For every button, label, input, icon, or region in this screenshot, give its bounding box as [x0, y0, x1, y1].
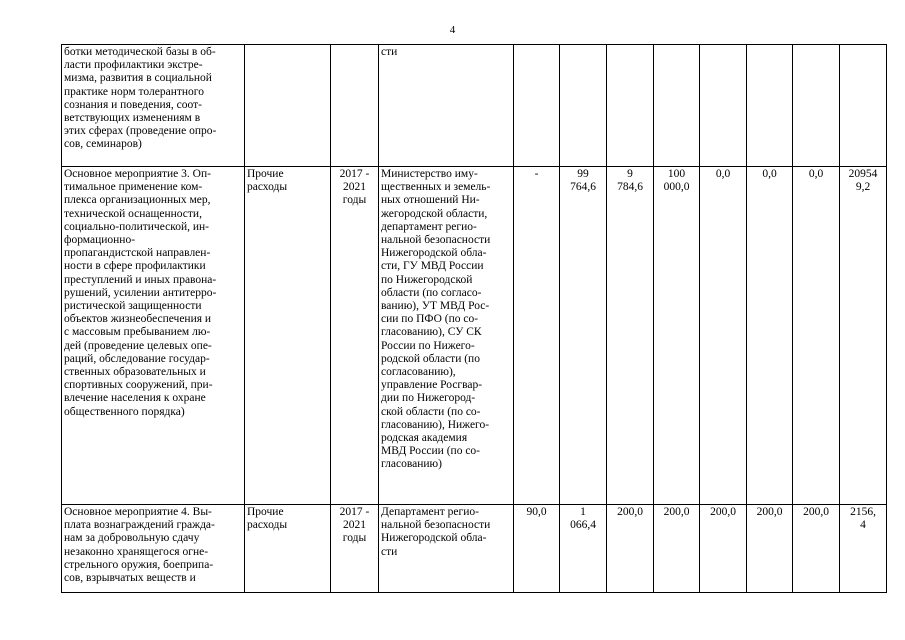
table-row	[62, 167, 887, 505]
value-text: 200,0	[756, 506, 783, 518]
value-cell	[840, 167, 887, 505]
executor-cell	[379, 45, 514, 167]
funding-source-text: Прочие расходы	[247, 168, 288, 194]
table-row	[62, 505, 887, 593]
activity-name-cell	[62, 505, 245, 593]
period-cell	[331, 167, 379, 505]
value-text: 100 000,0	[663, 168, 690, 194]
value-cell	[607, 167, 654, 505]
value-cell	[654, 167, 700, 505]
value-cell	[700, 505, 747, 593]
value-cell	[747, 505, 793, 593]
program-table	[61, 44, 887, 593]
value-cell	[654, 45, 700, 167]
value-text: 200,0	[803, 506, 829, 518]
value-text: 2156, 4	[850, 506, 876, 532]
value-cell	[514, 505, 560, 593]
value-cell	[560, 167, 607, 505]
value-text: 200,0	[617, 506, 643, 518]
period-text: 2017 - 2021 годы	[339, 168, 370, 207]
activity-name-text: Основное мероприятие 4. Вы- плата вознаграждений граждa- нам за добровольную сдачу незаконно хранящегося огне- стрельного оружия, боеприпа- сов, взрывчатых веществ и	[64, 506, 215, 585]
value-cell	[560, 45, 607, 167]
value-cell	[607, 45, 654, 167]
value-text: 20954 9,2	[848, 168, 878, 194]
value-text: 0,0	[715, 168, 731, 180]
period-text: 2017 - 2021 годы	[339, 506, 370, 545]
value-cell	[607, 505, 654, 593]
value-text: 200,0	[663, 506, 690, 518]
value-cell	[654, 505, 700, 593]
value-cell	[747, 167, 793, 505]
value-cell	[793, 45, 840, 167]
page-number: 4	[449, 24, 456, 36]
activity-name-text: Основное мероприятие 3. Оп- тимальное применение ком- плекса организационных мер, технической оснащенности, социально-политической, ин- формационно- пропагандистской направлен- ности в сфере профилактики преступлений и иных правона- рушений, усилении антитерро- ристической защищенности объектов жизнеобеспечения и с массовым пребыванием лю- дей (проведение целевых опе- раций, обследование государ- ственных образовательных и спортивных сооружений, при- влечение населения к охране общественного порядка)	[64, 168, 217, 418]
executor-cell	[379, 167, 514, 505]
period-cell	[331, 45, 379, 167]
value-cell	[747, 45, 793, 167]
value-cell	[514, 45, 560, 167]
value-text: 0,0	[762, 168, 777, 180]
value-text: 90,0	[526, 506, 547, 518]
value-cell	[840, 45, 887, 167]
activity-name-text: ботки методической базы в об- ласти профилактики экстре- мизма, развития в социальной практике норм толерантного сознания и поведения, соот- ветствующих изменениям в этих сферах (проведение опро- сов, семинаров)	[64, 46, 217, 151]
value-text: 9 784,6	[617, 168, 643, 194]
executor-text: Департамент регио- нальной безопасности Нижегородской обла- сти	[381, 506, 491, 558]
executor-text: сти	[381, 46, 398, 58]
value-cell	[700, 45, 747, 167]
value-cell	[840, 505, 887, 593]
value-text: 99 764,6	[570, 168, 596, 194]
funding-source-cell	[245, 45, 331, 167]
table-row	[62, 45, 887, 167]
period-cell	[331, 505, 379, 593]
executor-text: Министерство иму- щественных и земель- ных отношений Ни- жегородской области, департамент регио- нальной безопасности Нижегородской обла- сти, ГУ МВД России по Нижегородской области (по согласо- ванию), УТ МВД Рос- сии по ПФО (по со- гласованию), СУ СК России по Нижего- родской области (по согласованию), управление Росгвар- дии по Нижегород- ской области (по со- гласованию), Нижего- родская академия МВД России (по со- гласованию)	[381, 168, 491, 471]
value-text: 200,0	[710, 506, 736, 518]
value-cell	[793, 167, 840, 505]
activity-name-cell	[62, 45, 245, 167]
value-text: 0,0	[808, 168, 824, 180]
value-cell	[700, 167, 747, 505]
value-cell	[793, 505, 840, 593]
executor-cell	[379, 505, 514, 593]
value-cell	[514, 167, 560, 505]
funding-source-text: Прочие расходы	[247, 506, 288, 532]
funding-source-cell	[245, 505, 331, 593]
value-text: -	[534, 168, 539, 180]
value-text: 1 066,4	[570, 506, 596, 532]
activity-name-cell	[62, 167, 245, 505]
value-cell	[560, 505, 607, 593]
funding-source-cell	[245, 167, 331, 505]
